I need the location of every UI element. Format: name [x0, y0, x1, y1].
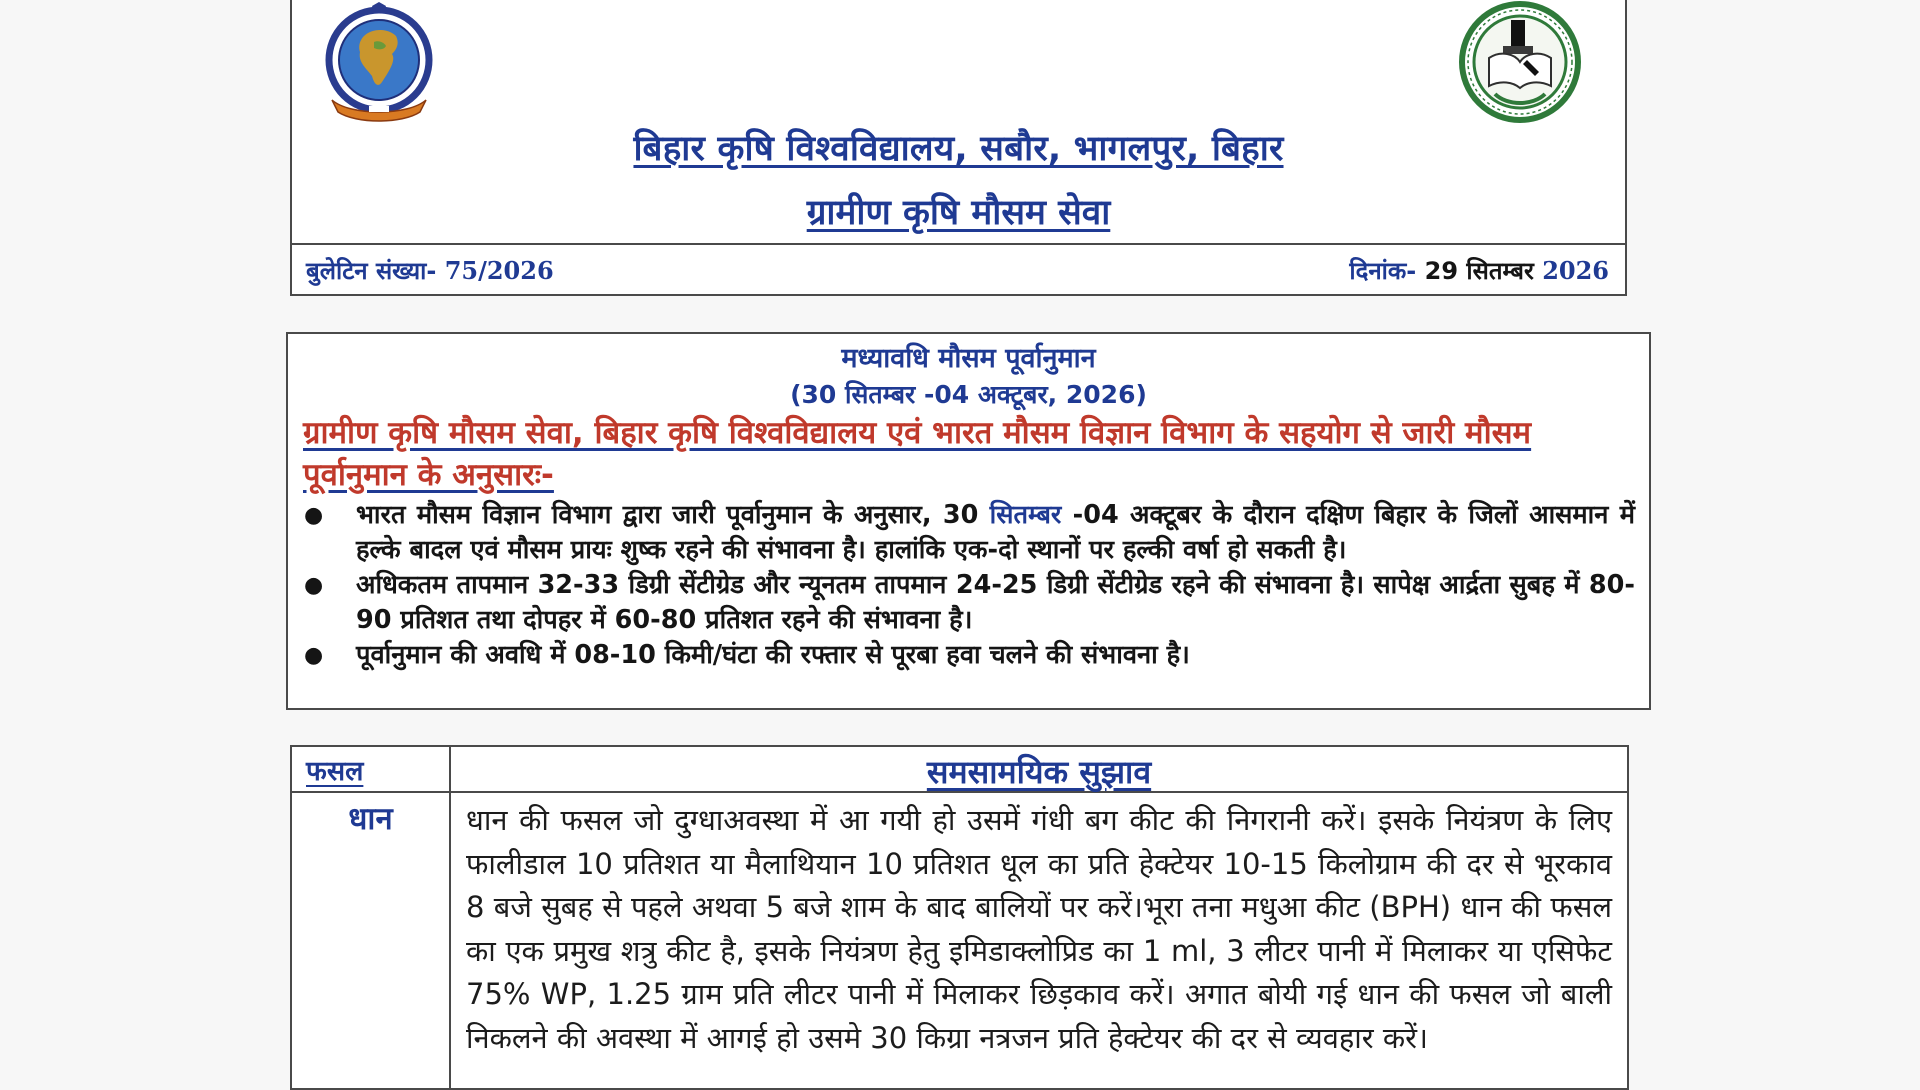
date-label: दिनांक- — [1349, 257, 1417, 285]
column-header-advice: समसामयिक सुझाव — [926, 753, 1152, 791]
crop-advice: धान की फसल जो दुग्धाअवस्था में आ गयी हो उसमें गंधी बग कीट की निगरानी करें। इसके नियंत्रण के लिए फालीडाल 10 प्रतिशत या मैलाथियान 10 प्रतिशत धूल का प्रति हेक्टेयर 10-15 किलोग्राम की दर से भूरकाव 8 बजे सुबह से पहले अथवा 5 बजे शाम के बाद बालियों पर करें।भूरा तना मधुआ कीट (BPH) धान की फसल का एक प्रमुख शत्रु कीट है, इसके नियंत्रण हेतु इमिडाक्लोप्रिड का 1 ml, 3 लीटर पानी में मिलाकर या एसिफेट 75% WP, 1.25 ग्राम प्रति लीटर पानी में मिलाकर छिड़काव करें। अगात बोयी गई धान की फसल जो बाली निकलने की अवस्था में आगई हो उसमे 30 किग्रा नत्रजन प्रति हेक्टेयर की दर से व्यवहार करें। — [466, 803, 1612, 1055]
column-header-crop: फसल — [306, 756, 364, 787]
header-divider — [292, 243, 1625, 245]
forecast-item — [288, 638, 1635, 673]
date-year: 2026 — [1542, 256, 1609, 285]
column-divider — [449, 747, 451, 1088]
bulletin-date — [1349, 254, 1609, 287]
forecast-item-highlight: सितम्बर — [989, 500, 1062, 530]
bau-logo — [1447, 0, 1593, 128]
forecast-item — [288, 568, 1635, 638]
forecast-intro: ग्रामीण कृषि मौसम सेवा, बिहार कृषि विश्वविद्यालय एवं भारत मौसम विज्ञान विभाग के सहयोग से जारी मौसम पूर्वानुमान के अनुसारः- — [303, 415, 1532, 493]
bulletin-header — [290, 0, 1627, 296]
bullet-icon: ● — [304, 503, 324, 528]
imd-logo — [314, 2, 444, 124]
crop-name: धान — [348, 801, 393, 837]
forecast-item-text: अधिकतम तापमान 32-33 डिग्री सेंटीग्रेड और न्यूनतम तापमान 24-25 डिग्री सेंटीग्रेड रहने की संभावना है। सापेक्ष आर्द्रता सुबह में 80-90 प्रतिशत तथा दोपहर में 60-80 प्रतिशत रहने की संभावना है। — [356, 570, 1635, 635]
forecast-list — [288, 498, 1635, 673]
bulletin-number — [306, 254, 554, 287]
bullet-icon: ● — [304, 643, 324, 668]
forecast-item — [288, 498, 1635, 568]
forecast-item-text-b: -04 अक्टूबर के दौरान दक्षिण बिहार के जिलों आसमान में हल्के बादल एवं मौसम प्रायः शुष्क रहने की संभावना है। हालांकि एक-दो स्थानों पर हल्की वर्षा हो सकती है। — [356, 500, 1635, 565]
bulletin-label: बुलेटिन संख्या- — [306, 257, 437, 285]
forecast-period: (30 सितम्बर -04 अक्टूबर, 2026) — [790, 380, 1147, 409]
bullet-icon: ● — [304, 573, 324, 598]
date-day: 29 — [1424, 257, 1459, 285]
university-title: बिहार कृषि विश्वविद्यालय, सबौर, भागलपुर, बिहार — [633, 129, 1284, 169]
service-title: ग्रामीण कृषि मौसम सेवा — [806, 193, 1111, 233]
advisory-table — [290, 745, 1629, 1090]
forecast-heading: मध्यावधि मौसम पूर्वानुमान — [841, 343, 1096, 374]
forecast-item-text-a: भारत मौसम विज्ञान विभाग द्वारा जारी पूर्वानुमान के अनुसार, 30 — [356, 500, 990, 530]
forecast-section — [286, 332, 1651, 710]
bulletin-value: 75/2026 — [444, 256, 554, 285]
date-month: सितम्बर — [1466, 257, 1534, 285]
forecast-item-text: पूर्वानुमान की अवधि में 08-10 किमी/घंटा की रफ्तार से पूरबा हवा चलने की संभावना है। — [356, 640, 1190, 670]
